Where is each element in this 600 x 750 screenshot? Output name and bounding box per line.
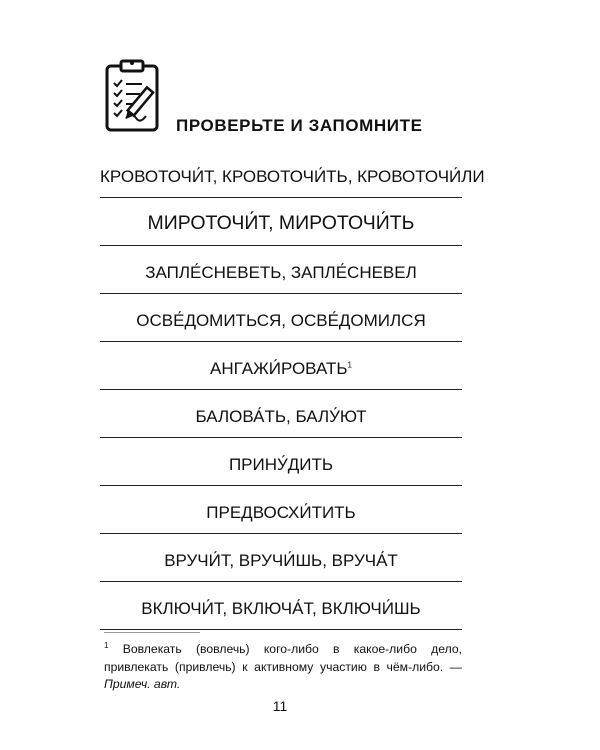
- word-row: [100, 486, 462, 534]
- footnote-marker: 1: [347, 360, 352, 370]
- stress-word: ОСВЕ́ДОМИТЬСЯ, ОСВЕ́ДОМИЛСЯ: [136, 311, 426, 330]
- word-row: [100, 150, 485, 198]
- stress-word: ВРУЧИ́Т, ВРУЧИ́ШЬ, ВРУЧА́Т: [164, 551, 398, 570]
- footnote-divider: [104, 632, 200, 633]
- section-heading: ПРОВЕРЬТЕ И ЗАПОМНИТЕ: [176, 116, 423, 135]
- page-number: 11: [272, 698, 288, 714]
- word-list: [100, 150, 485, 630]
- stress-word: ПРИНУ́ДИТЬ: [228, 455, 334, 474]
- stress-word: ЗАПЛЕ́СНЕВЕТЬ, ЗАПЛЕ́СНЕВЕЛ: [145, 263, 417, 282]
- word-row: [100, 582, 462, 630]
- stress-word: КРОВОТОЧИ́Т, КРОВОТОЧИ́ТЬ, КРОВОТОЧИ́ЛИ: [100, 167, 485, 186]
- stress-word: ПРЕДВОСХИ́ТИТЬ: [206, 503, 356, 522]
- footnote: [104, 637, 462, 694]
- footnote-number: 1: [104, 641, 109, 650]
- stress-word: МИРОТОЧИ́Т, МИРОТОЧИ́ТЬ: [147, 212, 415, 234]
- footnote-source: Примеч. авт.: [104, 677, 181, 692]
- stress-word: АНГАЖИ́РОВАТЬ$^1$: [210, 359, 352, 378]
- word-row: [100, 438, 462, 486]
- clipboard-checklist-icon: [104, 58, 164, 134]
- footnote-text: Вовлекать (вовлечь) кого-либо в какое-либо дело, привлекать (привлечь) к активному участию в чём-либо. —: [104, 642, 462, 674]
- stress-word: БАЛОВА́ТЬ, БАЛУ́ЮТ: [195, 407, 367, 426]
- word-row: [100, 294, 462, 342]
- stress-word: ВКЛЮЧИ́Т, ВКЛЮЧА́Т, ВКЛЮЧИ́ШЬ: [141, 599, 421, 618]
- word-row: [100, 246, 462, 294]
- word-row: [100, 390, 462, 438]
- word-row: [100, 342, 462, 390]
- word-row: [100, 198, 462, 246]
- word-row: [100, 534, 462, 582]
